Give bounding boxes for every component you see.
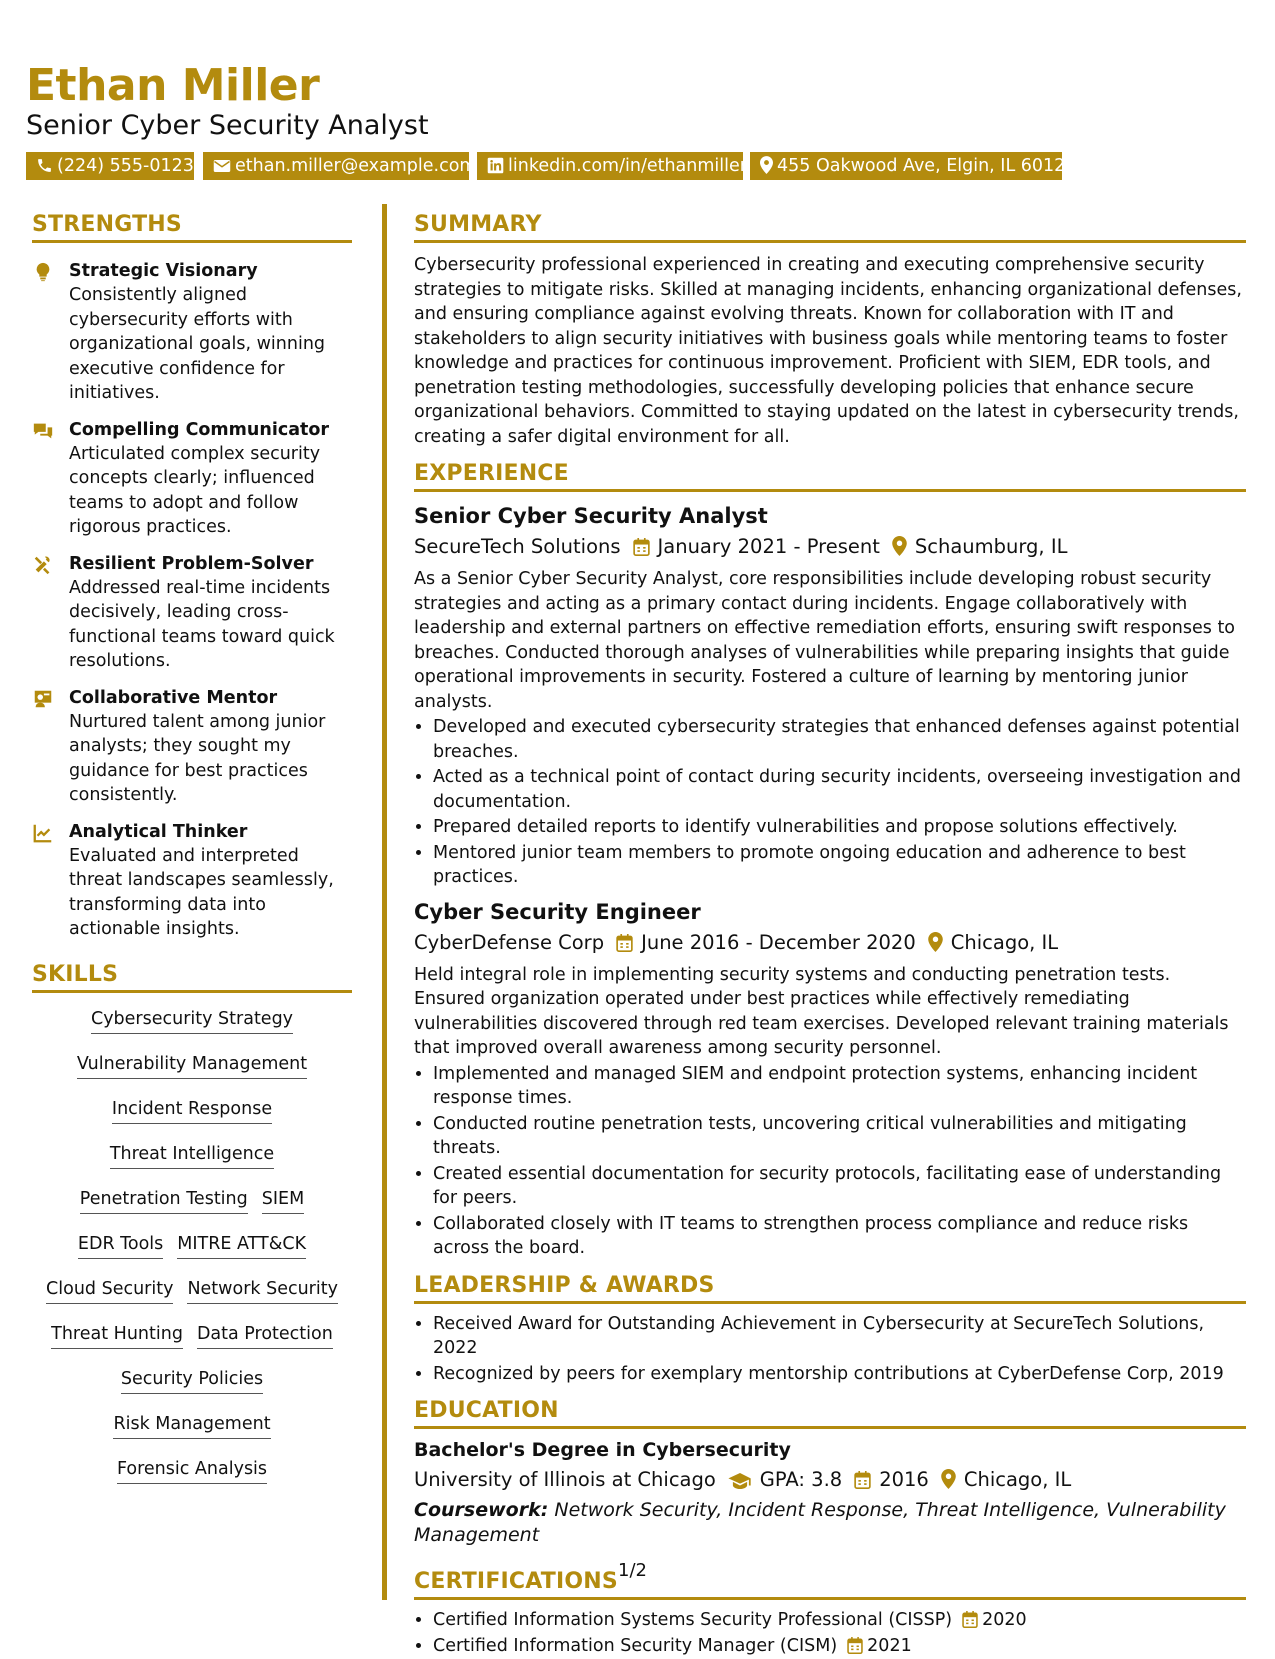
- strength-item: [32, 259, 352, 406]
- award-item: • Recognized by peers for exemplary mentorship contributions at CyberDefense Corp, 2019: [433, 1362, 1246, 1387]
- certification-year: 2021: [867, 1635, 912, 1656]
- calendar-icon: [847, 1637, 863, 1654]
- leadership-heading: LEADERSHIP & AWARDS: [414, 1273, 1246, 1304]
- skill-tag: Cybersecurity Strategy: [91, 1007, 293, 1034]
- calendar-icon: [616, 934, 633, 952]
- skill-tag: EDR Tools: [78, 1232, 163, 1259]
- coursework-text: Network Security, Incident Response, Threat Intelligence, Vulnerability Management: [414, 1499, 1226, 1546]
- skill-tag: Vulnerability Management: [77, 1052, 307, 1079]
- email-text: ethan.miller@example.com: [235, 156, 477, 176]
- skill-tag: Risk Management: [113, 1412, 270, 1439]
- map-marker-icon: [760, 156, 773, 174]
- strength-title: Strategic Visionary: [69, 261, 258, 281]
- skill-tag: Network Security: [187, 1277, 338, 1304]
- phone-text: (224) 555-0123: [57, 156, 194, 176]
- job-company: SecureTech Solutions: [414, 535, 621, 558]
- gpa: GPA: 3.8: [759, 1468, 843, 1491]
- job-entry: [414, 502, 1246, 890]
- coursework: [414, 1498, 1246, 1547]
- skill-tag: Incident Response: [112, 1097, 272, 1124]
- strength-title: Collaborative Mentor: [69, 687, 278, 708]
- job-dates: January 2021 - Present: [657, 535, 880, 558]
- strength-desc: Nurtured talent among junior analysts; they sought my guidance for best practices consistently.: [69, 711, 326, 805]
- envelope-icon: [213, 158, 231, 174]
- graduation-year: 2016: [879, 1468, 929, 1491]
- strength-item: [32, 418, 352, 540]
- award-item: • Received Award for Outstanding Achievement in Cybersecurity at SecureTech Solutions, 2022: [433, 1312, 1246, 1361]
- job-bullet: • Mentored junior team members to promote ongoing education and adherence to best practices.: [433, 841, 1246, 890]
- leadership-list: [414, 1312, 1246, 1387]
- phone-icon: [36, 157, 53, 174]
- certifications-list: [414, 1608, 1246, 1658]
- job-location: Schaumburg, IL: [914, 535, 1068, 558]
- line-chart-icon: [32, 822, 54, 844]
- degree-title: Bachelor's Degree in Cybersecurity: [414, 1439, 791, 1461]
- skill-tag: Forensic Analysis: [117, 1457, 267, 1484]
- strength-item: [32, 552, 352, 674]
- map-marker-icon: [928, 932, 943, 952]
- job-bullet: • Prepared detailed reports to identify vulnerabilities and propose solutions effectively.: [433, 815, 1246, 840]
- strength-desc: Evaluated and interpreted threat landscapes seamlessly, transforming data into actionable insights.: [69, 845, 334, 939]
- job-bullet: • Implemented and managed SIEM and endpoint protection systems, enhancing incident response times.: [433, 1062, 1246, 1111]
- strength-item: [32, 820, 352, 942]
- email-chip[interactable]: [203, 152, 477, 180]
- phone-chip[interactable]: [26, 152, 194, 180]
- address-chip[interactable]: [750, 152, 1077, 180]
- strength-desc: Addressed real-time incidents decisively, leading cross-functional teams toward quick resolutions.: [69, 577, 335, 671]
- job-bullet: • Created essential documentation for security protocols, facilitating ease of understanding for peers.: [433, 1162, 1246, 1211]
- candidate-title: Senior Cyber Security Analyst: [26, 110, 429, 141]
- skills-list: [32, 1007, 352, 1502]
- linkedin-chip[interactable]: [477, 152, 747, 180]
- job-bullet: • Acted as a technical point of contact during security incidents, overseeing investigation and documentation.: [433, 765, 1246, 814]
- job-entry: [414, 898, 1246, 1261]
- job-meta: [414, 928, 1246, 958]
- skill-tag: Penetration Testing: [80, 1187, 248, 1214]
- job-location: Chicago, IL: [950, 930, 1059, 954]
- strength-title: Compelling Communicator: [69, 419, 330, 440]
- school-location: Chicago, IL: [963, 1468, 1072, 1491]
- job-meta: [414, 532, 1246, 562]
- address-text: 455 Oakwood Ave, Elgin, IL 60120: [777, 156, 1077, 176]
- certification-name: Certified Information Security Manager (CISM): [433, 1635, 838, 1656]
- job-company: CyberDefense Corp: [414, 930, 605, 954]
- skill-tag: Threat Hunting: [51, 1322, 183, 1349]
- summary-heading: SUMMARY: [414, 212, 1246, 243]
- certification-item: [433, 1608, 1246, 1633]
- page-number: 1/2: [618, 1560, 647, 1581]
- strength-title: Analytical Thinker: [69, 821, 248, 842]
- job-bullet: • Collaborated closely with IT teams to strengthen process compliance and reduce risks across the board.: [433, 1212, 1246, 1261]
- job-title: Cyber Security Engineer: [414, 899, 701, 924]
- graduation-cap-icon: [728, 1473, 752, 1489]
- skill-tag: Data Protection: [197, 1322, 333, 1349]
- left-column: [32, 212, 352, 1502]
- experience-heading: EXPERIENCE: [414, 461, 1246, 492]
- tools-icon: [32, 554, 54, 576]
- coursework-label: Coursework:: [414, 1499, 549, 1521]
- job-description: As a Senior Cyber Security Analyst, core responsibilities include developing robust security strategies and acting as a primary contact during incidents. Engage collaboratively with leadership and external partners on effective remediation efforts, ensuring swift responses to breaches. Conducted thorough analyses of vulnerabilities while preparing insights that guide operational improvements in security. Fostered a culture of learning by mentoring junior analysts.: [414, 569, 1236, 712]
- calendar-icon: [633, 538, 650, 556]
- strength-item: [32, 686, 352, 808]
- map-marker-icon: [941, 1469, 956, 1489]
- certification-item: [433, 1634, 1246, 1659]
- strength-desc: Articulated complex security concepts clearly; influenced teams to adopt and follow rigorous practices.: [69, 443, 321, 537]
- teacher-icon: [32, 688, 54, 710]
- calendar-icon: [962, 1611, 978, 1628]
- skill-tag: MITRE ATT&CK: [177, 1232, 306, 1259]
- strengths-heading: STRENGTHS: [32, 212, 352, 243]
- summary-text: Cybersecurity professional experienced in creating and executing comprehensive security strategies to mitigate risks. Skilled at managing incidents, enhancing organizational defenses, and ensuring compliance against evolving threats. Known for collaboration with IT and stakeholders to align security initiatives with business goals while mentoring teams to foster knowledge and practices for continuous improvement. Proficient with SIEM, EDR tools, and penetration testing methodologies, successfully developing policies that enhance secure organizational behaviors. Committed to staying updated on the latest in cybersecurity trends, creating a safer digital environment for all.: [414, 255, 1242, 447]
- right-column: [414, 212, 1246, 1659]
- chat-bubbles-icon: [32, 420, 54, 442]
- linkedin-text: linkedin.com/in/ethanmiller: [508, 156, 747, 176]
- education-heading: EDUCATION: [414, 1398, 1246, 1429]
- school-name: University of Illinois at Chicago: [414, 1468, 716, 1491]
- skill-tag: Cloud Security: [46, 1277, 173, 1304]
- education-meta: [414, 1465, 1246, 1495]
- certifications-heading: CERTIFICATIONS: [414, 1569, 1246, 1600]
- certification-name: Certified Information Systems Security Professional (CISSP): [433, 1610, 953, 1630]
- skill-tag: Threat Intelligence: [110, 1142, 274, 1169]
- certification-year: 2020: [982, 1610, 1027, 1630]
- job-bullet: • Developed and executed cybersecurity strategies that enhanced defenses against potential breaches.: [433, 715, 1246, 764]
- skill-tag: SIEM: [262, 1187, 304, 1214]
- skill-tag: Security Policies: [121, 1367, 263, 1394]
- strength-title: Resilient Problem-Solver: [69, 553, 314, 574]
- job-description: Held integral role in implementing security systems and conducting penetration tests. Ensured organization operated under best practices while effectively remediating vulnerabilities discovered through red team exercises. Developed relevant training materials that improved overall awareness among security personnel.: [414, 964, 1229, 1058]
- map-marker-icon: [892, 536, 907, 556]
- lightbulb-icon: [32, 261, 54, 283]
- job-dates: June 2016 - December 2020: [641, 930, 916, 954]
- calendar-icon: [854, 1471, 871, 1489]
- job-bullet: • Conducted routine penetration tests, uncovering critical vulnerabilities and mitigating threats.: [433, 1112, 1246, 1161]
- job-bullets: [414, 1062, 1246, 1261]
- job-title: Senior Cyber Security Analyst: [414, 504, 768, 528]
- column-divider: [382, 204, 387, 1600]
- job-bullets: [414, 715, 1246, 890]
- candidate-name: Ethan Miller: [26, 60, 320, 111]
- strength-desc: Consistently aligned cybersecurity efforts with organizational goals, winning executive confidence for initiatives.: [69, 285, 326, 403]
- skills-heading: SKILLS: [32, 962, 352, 993]
- linkedin-icon: [487, 157, 504, 174]
